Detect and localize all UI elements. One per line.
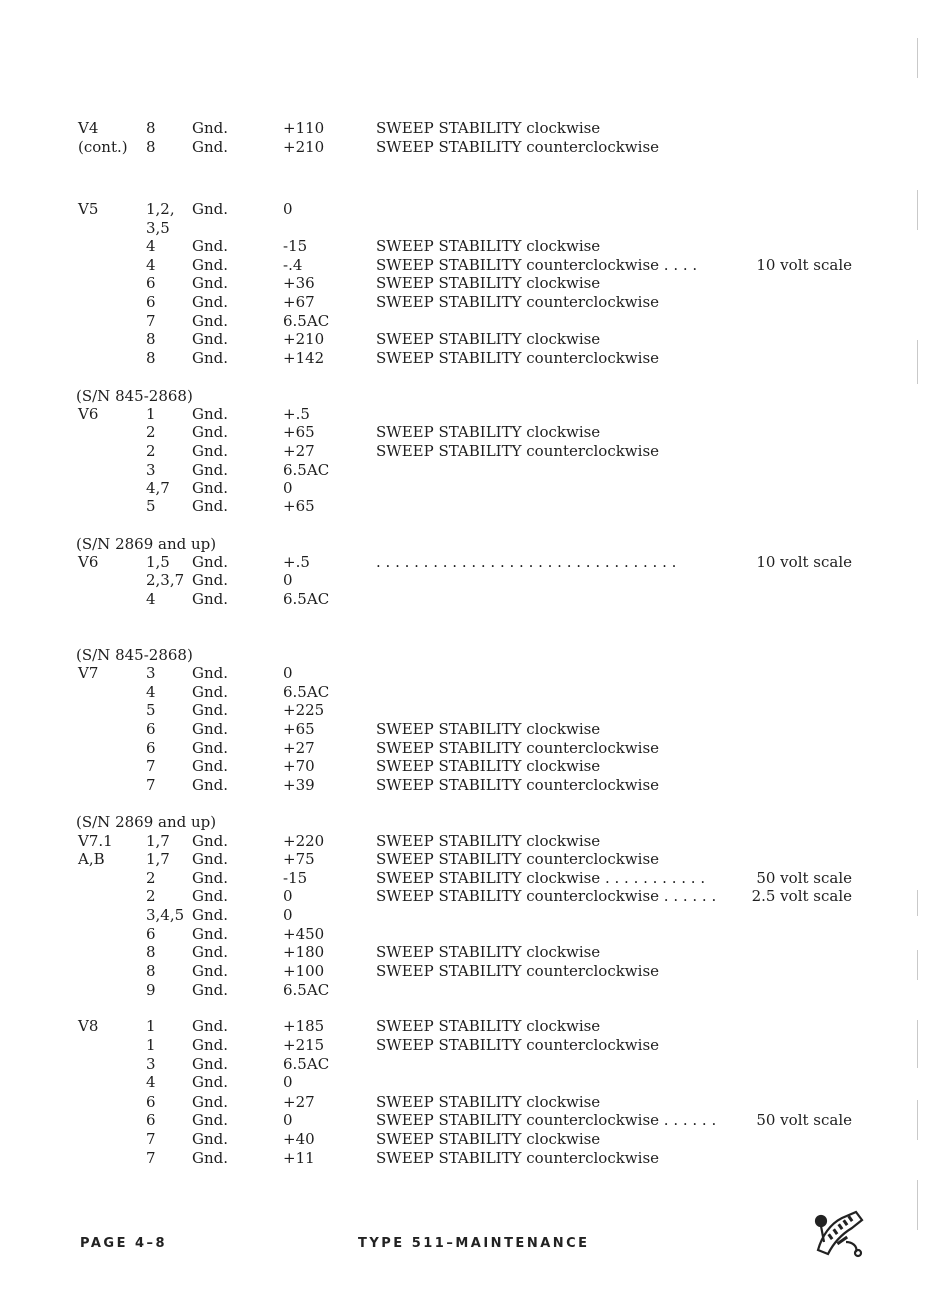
reference-label: Gnd. [192, 119, 229, 137]
table-row [0, 943, 950, 962]
table-row [0, 479, 950, 498]
reference-label: Gnd. [192, 962, 229, 980]
voltage-value: +27 [283, 739, 315, 757]
table-row [0, 664, 950, 683]
table-row [0, 887, 950, 906]
table-row [0, 869, 950, 888]
pin-number: 4 [146, 590, 156, 608]
condition-text: SWEEP STABILITY counterclockwise [376, 138, 660, 156]
voltage-value: +70 [283, 757, 315, 775]
table-row [0, 701, 950, 720]
scan-margin-mark [917, 38, 918, 78]
voltage-value: +65 [283, 497, 315, 515]
condition-text: SWEEP STABILITY clockwise [376, 757, 601, 775]
pin-number: 4 [146, 256, 156, 274]
reference-label: Gnd. [192, 850, 229, 868]
table-row [0, 571, 950, 590]
tube-label: V6 [78, 553, 99, 571]
pin-number: 8 [146, 119, 156, 137]
scan-margin-mark [917, 1180, 918, 1230]
table-row [0, 962, 950, 981]
condition-text: SWEEP STABILITY counterclockwise [376, 1149, 660, 1167]
scan-margin-mark [917, 1020, 918, 1068]
scan-margin-mark [917, 190, 918, 230]
reference-label: Gnd. [192, 442, 229, 460]
pin-number: 7 [146, 776, 156, 794]
pin-number: 4 [146, 1073, 156, 1091]
pin-number: 1,2, [146, 200, 175, 218]
pin-number: 6 [146, 274, 156, 292]
reference-label: Gnd. [192, 943, 229, 961]
voltage-value: -15 [283, 869, 308, 887]
condition-text: SWEEP STABILITY counterclockwise [376, 850, 660, 868]
condition-text: SWEEP STABILITY clockwise . . . . . . . . . . . [376, 869, 706, 887]
reference-label: Gnd. [192, 479, 229, 497]
table-row [0, 776, 950, 795]
table-row [0, 590, 950, 609]
page-number: PAGE 4–8 [80, 1236, 168, 1251]
condition-text: SWEEP STABILITY counterclockwise . . . . . . [376, 1111, 717, 1129]
reference-label: Gnd. [192, 553, 229, 571]
condition-text: SWEEP STABILITY clockwise [376, 1130, 601, 1148]
table-row [0, 461, 950, 480]
serial-number-note [0, 535, 950, 554]
reference-label: Gnd. [192, 981, 229, 999]
pin-number: 6 [146, 1111, 156, 1129]
table-row [0, 237, 950, 256]
voltage-value: +75 [283, 850, 315, 868]
voltage-value: +450 [283, 925, 325, 943]
voltage-value: 6.5AC [283, 312, 330, 330]
table-row [0, 423, 950, 442]
tube-label: (cont.) [78, 138, 128, 156]
voltage-value: +142 [283, 349, 325, 367]
reference-label: Gnd. [192, 1130, 229, 1148]
reference-label: Gnd. [192, 330, 229, 348]
voltage-value: -.4 [283, 256, 303, 274]
table-row [0, 274, 950, 293]
table-row [0, 330, 950, 349]
table-row [0, 497, 950, 516]
pin-number: 1,5 [146, 553, 170, 571]
pin-number: 2,3,7 [146, 571, 185, 589]
reference-label: Gnd. [192, 832, 229, 850]
reference-label: Gnd. [192, 776, 229, 794]
reference-label: Gnd. [192, 887, 229, 905]
voltage-value: +220 [283, 832, 325, 850]
reference-label: Gnd. [192, 739, 229, 757]
reference-label: Gnd. [192, 138, 229, 156]
reference-label: Gnd. [192, 720, 229, 738]
voltage-value: +100 [283, 962, 325, 980]
condition-text: SWEEP STABILITY counterclockwise [376, 739, 660, 757]
reference-label: Gnd. [192, 925, 229, 943]
reference-label: Gnd. [192, 312, 229, 330]
pin-number: 5 [146, 497, 156, 515]
table-row [0, 405, 950, 424]
table-row [0, 1149, 950, 1168]
reference-label: Gnd. [192, 1036, 229, 1054]
reference-label: Gnd. [192, 405, 229, 423]
reference-label: Gnd. [192, 1073, 229, 1091]
pin-number: 2 [146, 423, 156, 441]
pin-number: 4 [146, 237, 156, 255]
voltage-value: 0 [283, 200, 293, 218]
condition-text: SWEEP STABILITY counterclockwise [376, 442, 660, 460]
voltage-value: +11 [283, 1149, 315, 1167]
pin-number: 4,7 [146, 479, 170, 497]
condition-text: SWEEP STABILITY counterclockwise [376, 293, 660, 311]
table-row [0, 1017, 950, 1036]
voltage-value: +65 [283, 720, 315, 738]
table-row [0, 1073, 950, 1092]
reference-label: Gnd. [192, 571, 229, 589]
tube-label: V5 [78, 200, 99, 218]
pin-number: 5 [146, 701, 156, 719]
meter-scale: 50 volt scale [756, 869, 852, 887]
reference-label: Gnd. [192, 683, 229, 701]
scan-margin-mark [917, 340, 918, 384]
voltage-value: +215 [283, 1036, 325, 1054]
condition-text: SWEEP STABILITY counterclockwise [376, 962, 660, 980]
table-row [0, 349, 950, 368]
serial-number-note [0, 646, 950, 665]
meter-scale: 50 volt scale [756, 1111, 852, 1129]
voltage-value: +27 [283, 1093, 315, 1111]
table-row [0, 850, 950, 869]
voltage-value: +36 [283, 274, 315, 292]
condition-text: SWEEP STABILITY clockwise [376, 832, 601, 850]
condition-text: SWEEP STABILITY counterclockwise [376, 349, 660, 367]
reference-label: Gnd. [192, 1017, 229, 1035]
condition-text: SWEEP STABILITY clockwise [376, 237, 601, 255]
tube-label: V8 [78, 1017, 99, 1035]
reference-label: Gnd. [192, 1055, 229, 1073]
pin-number: 7 [146, 1149, 156, 1167]
pin-number: 9 [146, 981, 156, 999]
condition-text: SWEEP STABILITY counterclockwise . . . . . . [376, 887, 717, 905]
reference-label: Gnd. [192, 200, 229, 218]
condition-text: SWEEP STABILITY counterclockwise . . . . [376, 256, 698, 274]
pin-number: 6 [146, 925, 156, 943]
table-row [0, 256, 950, 275]
tube-label: V4 [78, 119, 99, 137]
meter-scale: 10 volt scale [756, 553, 852, 571]
reference-label: Gnd. [192, 423, 229, 441]
pin-number: 3 [146, 461, 156, 479]
voltage-value: 6.5AC [283, 683, 330, 701]
reference-label: Gnd. [192, 237, 229, 255]
condition-text: SWEEP STABILITY clockwise [376, 1017, 601, 1035]
table-row [0, 832, 950, 851]
pin-number: 3,4,5 [146, 906, 185, 924]
voltage-value: 6.5AC [283, 1055, 330, 1073]
pin-number: 1 [146, 1017, 156, 1035]
reference-label: Gnd. [192, 906, 229, 924]
voltage-value: +65 [283, 423, 315, 441]
table-row [0, 1055, 950, 1074]
tube-label: A,B [78, 850, 105, 868]
reference-label: Gnd. [192, 349, 229, 367]
scan-margin-mark [917, 1100, 918, 1140]
reference-label: Gnd. [192, 461, 229, 479]
voltage-value: 6.5AC [283, 590, 330, 608]
reference-label: Gnd. [192, 256, 229, 274]
table-row [0, 1111, 950, 1130]
condition-text: SWEEP STABILITY clockwise [376, 1093, 601, 1111]
tektronix-logo [812, 1206, 868, 1258]
pin-number: 8 [146, 330, 156, 348]
voltage-value: 0 [283, 1073, 293, 1091]
table-row [0, 312, 950, 331]
pin-number: 1,7 [146, 832, 170, 850]
pin-number: 6 [146, 720, 156, 738]
table-row [0, 553, 950, 572]
table-row [0, 200, 950, 219]
table-row [0, 138, 950, 157]
table-row [0, 219, 950, 238]
serial-range-label: (S/N 845-2868) [76, 646, 193, 664]
table-row [0, 1036, 950, 1055]
table-row [0, 442, 950, 461]
pin-number: 7 [146, 1130, 156, 1148]
voltage-value: 0 [283, 1111, 293, 1129]
scan-margin-mark [917, 890, 918, 916]
condition-text: SWEEP STABILITY counterclockwise [376, 776, 660, 794]
table-row [0, 119, 950, 138]
pin-number: 8 [146, 349, 156, 367]
pin-number: 7 [146, 757, 156, 775]
voltage-value: 0 [283, 906, 293, 924]
table-row [0, 683, 950, 702]
condition-text: SWEEP STABILITY counterclockwise [376, 1036, 660, 1054]
pin-number: 6 [146, 1093, 156, 1111]
table-row [0, 739, 950, 758]
voltage-value: 0 [283, 887, 293, 905]
pin-number: 2 [146, 442, 156, 460]
page-footer-title: TYPE 511–MAINTENANCE [358, 1236, 590, 1251]
serial-range-label: (S/N 845-2868) [76, 387, 193, 405]
voltage-value: +180 [283, 943, 325, 961]
table-row [0, 981, 950, 1000]
serial-number-note [0, 813, 950, 832]
voltage-value: +27 [283, 442, 315, 460]
reference-label: Gnd. [192, 293, 229, 311]
serial-number-note [0, 387, 950, 406]
condition-text: SWEEP STABILITY clockwise [376, 330, 601, 348]
pin-number: 1 [146, 405, 156, 423]
pin-number: 1,7 [146, 850, 170, 868]
condition-text: SWEEP STABILITY clockwise [376, 119, 601, 137]
pin-number: 8 [146, 962, 156, 980]
voltage-value: +225 [283, 701, 325, 719]
voltage-value: 6.5AC [283, 981, 330, 999]
pin-number: 3 [146, 664, 156, 682]
reference-label: Gnd. [192, 497, 229, 515]
voltage-value: +.5 [283, 405, 310, 423]
pin-number: 8 [146, 943, 156, 961]
voltage-value: 0 [283, 664, 293, 682]
reference-label: Gnd. [192, 1149, 229, 1167]
pin-number: 7 [146, 312, 156, 330]
table-row [0, 1093, 950, 1112]
voltage-value: +39 [283, 776, 315, 794]
pin-number: 3 [146, 1055, 156, 1073]
reference-label: Gnd. [192, 664, 229, 682]
pin-number: 1 [146, 1036, 156, 1054]
condition-text: SWEEP STABILITY clockwise [376, 720, 601, 738]
tube-label: V7.1 [78, 832, 113, 850]
serial-range-label: (S/N 2869 and up) [76, 813, 217, 831]
meter-scale: 2.5 volt scale [751, 887, 852, 905]
reference-label: Gnd. [192, 869, 229, 887]
voltage-value: +210 [283, 138, 325, 156]
voltage-value: -15 [283, 237, 308, 255]
voltage-value: +.5 [283, 553, 310, 571]
table-row [0, 1130, 950, 1149]
condition-text: SWEEP STABILITY clockwise [376, 423, 601, 441]
pin-number: 8 [146, 138, 156, 156]
reference-label: Gnd. [192, 1111, 229, 1129]
condition-text: . . . . . . . . . . . . . . . . . . . . . . . . . . . . . . . . [376, 553, 677, 571]
reference-label: Gnd. [192, 1093, 229, 1111]
reference-label: Gnd. [192, 757, 229, 775]
table-row [0, 906, 950, 925]
pin-number: 2 [146, 869, 156, 887]
pin-number: 6 [146, 293, 156, 311]
table-row [0, 925, 950, 944]
pin-number: 4 [146, 683, 156, 701]
voltage-value: +210 [283, 330, 325, 348]
table-row [0, 757, 950, 776]
condition-text: SWEEP STABILITY clockwise [376, 274, 601, 292]
pin-number: 6 [146, 739, 156, 757]
table-row [0, 720, 950, 739]
scan-margin-mark [917, 950, 918, 980]
voltage-value: +110 [283, 119, 325, 137]
voltage-value: 0 [283, 479, 293, 497]
pin-number: 3,5 [146, 219, 170, 237]
tube-label: V6 [78, 405, 99, 423]
table-row [0, 293, 950, 312]
reference-label: Gnd. [192, 701, 229, 719]
voltage-value: +185 [283, 1017, 325, 1035]
serial-range-label: (S/N 2869 and up) [76, 535, 217, 553]
voltage-value: 0 [283, 571, 293, 589]
tube-label: V7 [78, 664, 99, 682]
condition-text: SWEEP STABILITY clockwise [376, 943, 601, 961]
reference-label: Gnd. [192, 590, 229, 608]
voltage-value: +67 [283, 293, 315, 311]
meter-scale: 10 volt scale [756, 256, 852, 274]
voltage-value: 6.5AC [283, 461, 330, 479]
reference-label: Gnd. [192, 274, 229, 292]
voltage-value: +40 [283, 1130, 315, 1148]
pin-number: 2 [146, 887, 156, 905]
